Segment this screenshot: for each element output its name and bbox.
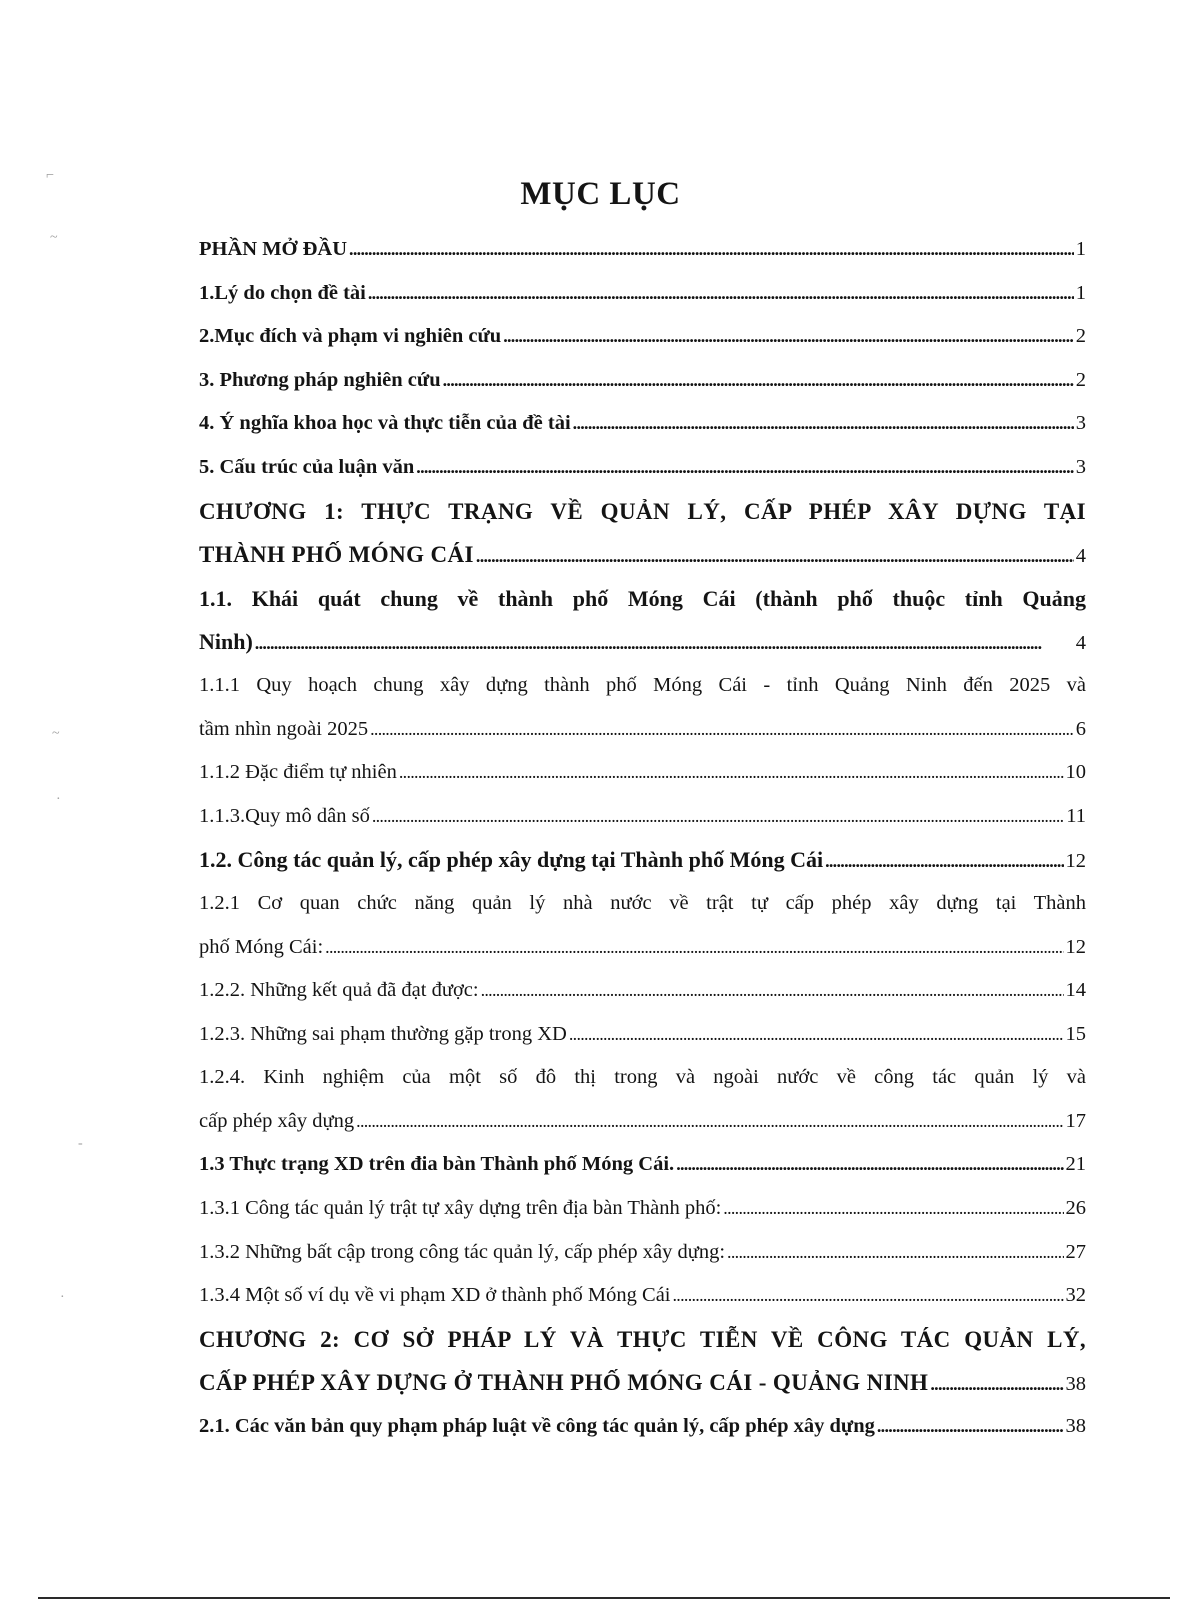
toc-leader-dots	[673, 1285, 1064, 1306]
toc-leader-dots	[372, 806, 1064, 827]
toc-leader-dots	[325, 937, 1063, 958]
footer-rule	[38, 1597, 1170, 1599]
toc-entry-label: PHẦN MỞ ĐẦU	[199, 238, 348, 260]
toc-entry	[199, 446, 1086, 490]
toc-leader-dots	[356, 1111, 1063, 1132]
toc-page-number: 4	[1075, 632, 1086, 655]
table-of-contents	[199, 228, 1086, 1449]
toc-entry-label: Ninh)	[199, 629, 253, 655]
toc-page-number: 12	[1065, 850, 1086, 873]
scan-speck: ~	[52, 726, 60, 741]
toc-entry-label: 1.3.1 Công tác quản lý trật tự xây dựng trên địa bàn Thành phố:	[199, 1197, 722, 1220]
toc-leader-dots	[503, 326, 1074, 347]
toc-entry-label: 4. Ý nghĩa khoa học và thực tiễn của đề tài	[199, 412, 571, 435]
toc-page-number: 1	[1075, 281, 1086, 304]
toc-entry-label: 1.1.1 Quy hoạch chung xây dựng thành phố Móng Cái - tỉnh Quảng Ninh đến 2025 và	[199, 673, 1086, 696]
toc-entry	[199, 1187, 1086, 1231]
toc-entry-label: CẤP PHÉP XÂY DỰNG Ở THÀNH PHỐ MÓNG CÁI - QUẢNG NINH	[199, 1370, 929, 1396]
toc-entry-label: 1.2. Công tác quản lý, cấp phép xây dựng tại Thành phố Móng Cái	[199, 847, 824, 873]
toc-entry	[199, 708, 1086, 752]
toc-entry-label: 1.2.2. Những kết quả đã đạt được:	[199, 979, 479, 1002]
toc-entry	[199, 1100, 1086, 1144]
scan-speck: -	[78, 1136, 83, 1151]
toc-entry	[199, 1143, 1086, 1187]
page-title: MỤC LỤC	[520, 176, 681, 212]
toc-entry-label: 1.3.2 Những bất cập trong công tác quản lý, cấp phép xây dựng:	[199, 1240, 726, 1263]
toc-entry	[199, 359, 1086, 403]
toc-entry	[199, 969, 1086, 1013]
toc-entry	[199, 620, 1086, 664]
toc-entry	[199, 533, 1086, 577]
toc-leader-dots	[476, 543, 1074, 566]
toc-entry	[199, 1231, 1086, 1275]
scan-speck: ·	[56, 792, 61, 807]
toc-entry	[199, 577, 1086, 621]
toc-entry-label: 1.3.4 Một số ví dụ về vi phạm XD ở thành phố Móng Cái	[199, 1284, 671, 1307]
toc-entry-label: 1.1. Khái quát chung về thành phố Móng Cái (thành phố thuộc tỉnh Quảng	[199, 585, 1086, 611]
toc-entry-label: 1.2.1 Cơ quan chức năng quản lý nhà nước về trật tự cấp phép xây dựng tại Thành	[199, 891, 1086, 914]
scan-speck: ⌐	[46, 168, 54, 183]
toc-page-number: 38	[1065, 1415, 1086, 1438]
toc-leader-dots	[481, 980, 1064, 1001]
toc-page-number: 12	[1065, 935, 1086, 958]
toc-entry-label: 3. Phương pháp nghiên cứu	[199, 368, 441, 391]
toc-leader-dots	[573, 413, 1074, 434]
toc-entry	[199, 1318, 1086, 1362]
toc-leader-dots	[727, 1242, 1063, 1263]
toc-page-number: 17	[1065, 1109, 1086, 1132]
toc-page-number: 10	[1065, 761, 1086, 784]
toc-leader-dots	[416, 457, 1073, 478]
toc-entry-label: 1.1.3.Quy mô dân số	[199, 804, 370, 827]
toc-entry	[199, 751, 1086, 795]
toc-leader-dots	[930, 1371, 1063, 1394]
toc-leader-dots	[723, 1198, 1063, 1219]
toc-leader-dots	[399, 762, 1064, 783]
toc-entry	[199, 926, 1086, 970]
toc-entry	[199, 1013, 1086, 1057]
toc-page-number: 32	[1065, 1284, 1086, 1307]
toc-page-number: 27	[1065, 1240, 1086, 1263]
toc-entry	[199, 315, 1086, 359]
toc-entry	[199, 882, 1086, 926]
toc-page-number: 3	[1075, 412, 1086, 435]
toc-entry	[199, 795, 1086, 839]
toc-page-number: 2	[1075, 368, 1086, 391]
toc-entry	[199, 664, 1086, 708]
toc-entry-label: 1.2.4. Kinh nghiệm của một số đô thị trong và ngoài nước về công tác quản lý và	[199, 1066, 1086, 1089]
toc-entry	[199, 402, 1086, 446]
toc-page-number: 4	[1075, 545, 1086, 568]
toc-entry	[199, 1405, 1086, 1449]
toc-leader-dots	[676, 1154, 1063, 1175]
toc-entry	[199, 272, 1086, 316]
toc-page-number: 21	[1065, 1153, 1086, 1176]
toc-leader-dots	[877, 1416, 1064, 1437]
toc-leader-dots	[569, 1024, 1064, 1045]
toc-entry	[199, 1056, 1086, 1100]
toc-entry-label: tầm nhìn ngoài 2025	[199, 717, 369, 740]
toc-leader-dots	[443, 370, 1074, 391]
toc-entry	[199, 228, 1086, 272]
toc-entry	[199, 1274, 1086, 1318]
toc-page-number: 15	[1065, 1022, 1086, 1045]
toc-entry-label: THÀNH PHỐ MÓNG CÁI	[199, 542, 474, 568]
toc-entry-label: CHƯƠNG 2: CƠ SỞ PHÁP LÝ VÀ THỰC TIỄN VỀ CÔNG TÁC QUẢN LÝ,	[199, 1326, 1086, 1352]
toc-leader-dots	[255, 631, 1074, 653]
toc-entry-label: 1.1.2 Đặc điểm tự nhiên	[199, 761, 397, 784]
toc-entry	[199, 1361, 1086, 1405]
toc-entry-label: phố Móng Cái:	[199, 935, 324, 958]
toc-entry-label: 1.2.3. Những sai phạm thường gặp trong XD	[199, 1022, 567, 1045]
toc-page-number: 6	[1075, 717, 1086, 740]
toc-leader-dots	[368, 283, 1074, 304]
toc-page-number: 11	[1066, 804, 1086, 827]
toc-entry-label: 5. Cấu trúc của luận văn	[199, 455, 415, 478]
toc-entry-label: 1.Lý do chọn đề tài	[199, 281, 366, 304]
toc-page-number: 14	[1065, 979, 1086, 1002]
toc-entry	[199, 490, 1086, 534]
toc-entry-label: CHƯƠNG 1: THỰC TRẠNG VỀ QUẢN LÝ, CẤP PHÉP XÂY DỰNG TẠI	[199, 498, 1086, 524]
toc-page-number: 26	[1065, 1197, 1086, 1220]
toc-entry-label: cấp phép xây dựng	[199, 1109, 355, 1132]
toc-page-number: 3	[1075, 455, 1086, 478]
toc-leader-dots	[370, 719, 1074, 740]
scan-speck: ·	[60, 1290, 65, 1305]
toc-leader-dots	[349, 239, 1074, 260]
toc-entry-label: 2.1. Các văn bản quy phạm pháp luật về công tác quản lý, cấp phép xây dựng	[199, 1415, 875, 1438]
toc-entry-label: 2.Mục đích và phạm vi nghiên cứu	[199, 325, 502, 348]
toc-page-number: 38	[1065, 1373, 1086, 1396]
toc-entry-label: 1.3 Thực trạng XD trên đia bàn Thành phố Móng Cái.	[199, 1153, 675, 1176]
toc-page-number: 2	[1075, 325, 1086, 348]
toc-entry	[199, 838, 1086, 882]
scan-speck: ~	[50, 230, 58, 245]
toc-leader-dots	[825, 849, 1063, 871]
toc-page-number: 1	[1075, 238, 1086, 260]
